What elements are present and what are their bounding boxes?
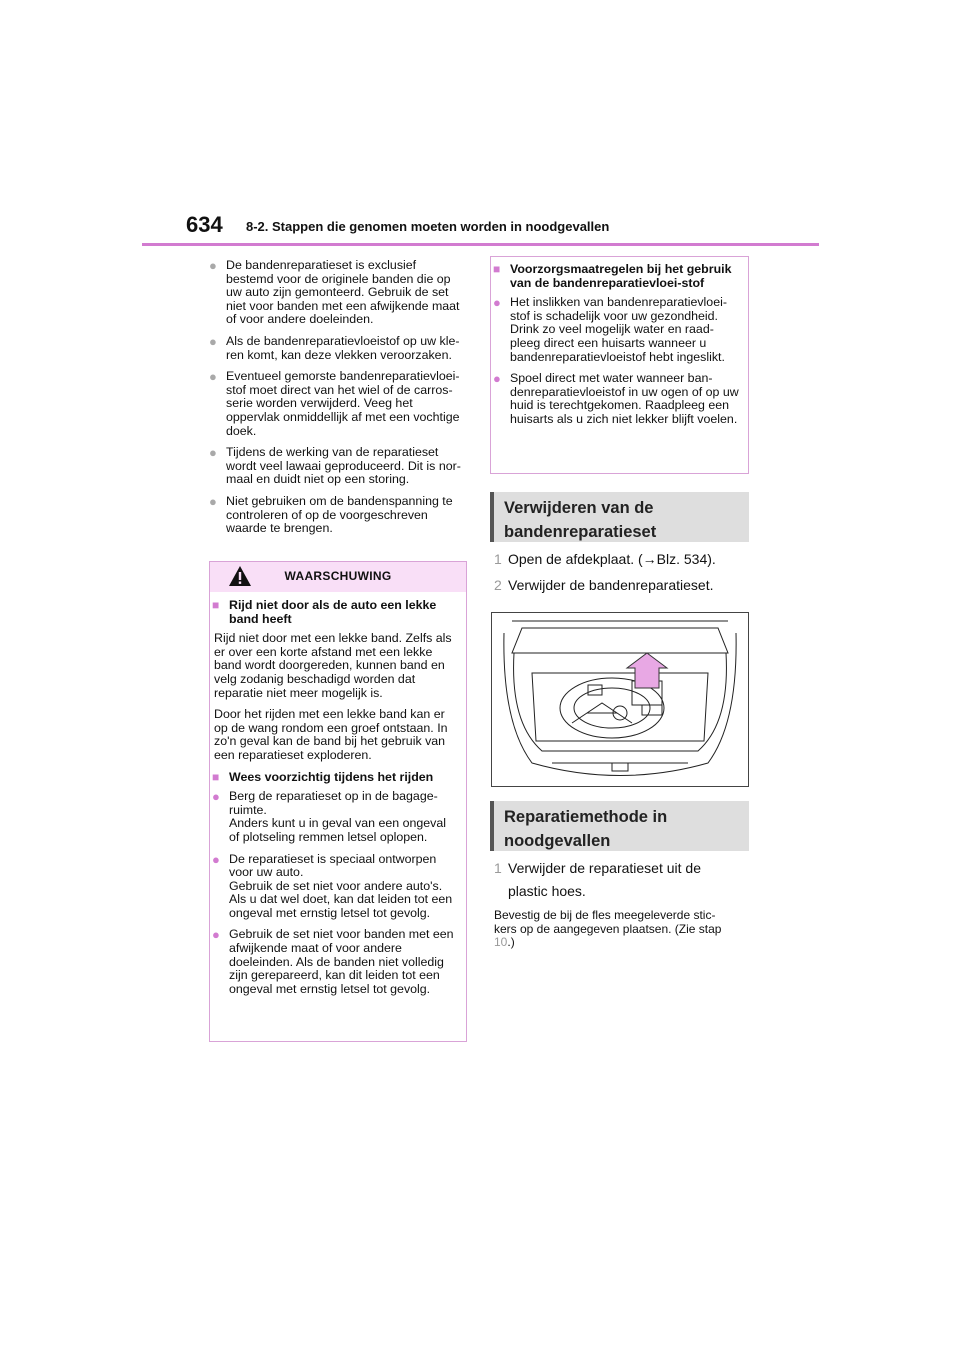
warning-paragraph: Door het rijden met een lekke band kan er op de wang rondom een groef ontstaan. In zo'n geval kan de band bij het gebruik van een reparatieset exploderen. <box>214 707 448 762</box>
steps-list <box>494 549 750 596</box>
step-item: 1 Open de afdekplaat. (→Blz. 534). <box>494 551 716 567</box>
list-item: ● Tijdens de werking van de reparatieset wordt veel lawaai geproduceerd. Dit is nor-maal en duidt niet op een storing. <box>209 445 461 487</box>
warning-triangle-icon <box>228 565 252 587</box>
list-item: ● Niet gebruiken om de bandenspanning te controleren of op de voorgeschreven waarde te brengen. <box>209 493 453 536</box>
step-note: Bevestig de bij de fles meegeleverde stic- kers op de aangegeven plaatsen. (Zie stap 10.) <box>494 908 722 949</box>
chapter-title: 8-2. Stappen die genomen moeten worden in noodgevallen <box>246 219 610 234</box>
list-item: ● De bandenreparatieset is exclusief bestemd voor de originele banden die op uw auto zijn gemonteerd. Gebruik de set niet voor banden met een afwijkende maat of voor andere doeleinden. <box>209 258 460 327</box>
section-heading-emergency-repair: Reparatiemethode in noodgevallen <box>490 801 749 851</box>
bullet-icon: ● <box>493 371 501 387</box>
warning-paragraph: Rijd niet door met een lekke band. Zelfs als er over een korte afstand met een lekke band wordt doorgereden, kunnen band en velg zodanig beschadigd worden dat reparatie niet meer mogelijk is. <box>214 631 452 700</box>
list-item: ● Gebruik de set niet voor banden met een afwijkende maat of voor andere doeleinden. Als de banden niet volledig zijn gerepareerd, kan dit leiden tot een ongeval met ernstig letsel tot gevolg. <box>212 927 454 996</box>
left-bullet-list <box>209 259 467 544</box>
square-bullet-icon: ■ <box>493 262 501 276</box>
list-item: ● Het inslikken van bandenreparatievloei-stof is schadelijk voor uw gezondheid. Drink zo veel mogelijk water en raad-pleeg direct een huisarts wanneer u bandenreparatievloeistof hebt ingeslikt. <box>493 295 727 364</box>
bullet-icon: ● <box>209 445 217 461</box>
caution-heading: ■ Voorzorgsmaatregelen bij het gebruik van de bandenreparatievloei-stof <box>493 262 732 290</box>
warning-heading: ■ Wees voorzichtig tijdens het rijden <box>212 769 434 784</box>
warning-title: WAARSCHUWING <box>284 569 392 584</box>
arrow-up-icon <box>627 653 667 688</box>
square-bullet-icon: ■ <box>212 598 220 612</box>
list-item: ● Als de bandenreparatievloeistof op uw kle-ren komt, kan deze vlekken veroorzaken. <box>209 333 460 362</box>
trunk-illustration <box>491 612 749 787</box>
header-divider <box>142 243 819 246</box>
warning-heading: ■ Rijd niet door als de auto een lekke band heeft <box>212 598 437 626</box>
square-bullet-icon: ■ <box>212 769 220 784</box>
list-item: ● Berg de reparatieset op in de bagage-ruimte. Anders kunt u in geval van een ongeval of plotseling remmen letsel oplopen. <box>212 789 446 844</box>
bullet-icon: ● <box>493 295 501 311</box>
bullet-icon: ● <box>209 333 217 349</box>
step-reference: 10 <box>494 935 508 949</box>
list-item: ● Spoel direct met water wanneer ban-denreparatievloeistof in uw ogen of op uw huid is terechtgekomen. Raadpleeg een huisarts als u zich niet lekker blijft voelen. <box>493 371 739 426</box>
warning-box <box>209 561 467 1042</box>
step-item: 1 Verwijder de reparatieset uit de plastic hoes. <box>494 860 701 899</box>
step-item: 2 Verwijder de bandenreparatieset. <box>494 577 714 593</box>
list-item: ● De reparatieset is speciaal ontworpen voor uw auto. Gebruik de set niet voor andere auto's. Als u dat wel doet, kan dat leiden tot een ongeval met ernstig letsel tot gevolg. <box>212 851 453 920</box>
bullet-icon: ● <box>212 789 220 805</box>
section-heading-remove-kit: Verwijderen van de bandenreparatieset <box>490 492 749 542</box>
bullet-icon: ● <box>209 493 217 509</box>
caution-box <box>490 256 749 474</box>
steps-list <box>494 858 750 902</box>
bullet-icon: ● <box>209 369 217 385</box>
bullet-icon: ● <box>212 927 220 943</box>
page-number: 634 <box>186 212 223 237</box>
list-item: ● Eventueel gemorste bandenreparatievloei-stof moet direct van het wiel of de carros-serie worden verwijderd. Veeg het oppervlak onmiddellijk af met een vochtige doek. <box>209 369 460 438</box>
warning-header <box>210 562 466 592</box>
bullet-icon: ● <box>209 258 217 273</box>
trunk-repair-kit-drawing <box>492 613 748 786</box>
bullet-icon: ● <box>212 851 220 867</box>
